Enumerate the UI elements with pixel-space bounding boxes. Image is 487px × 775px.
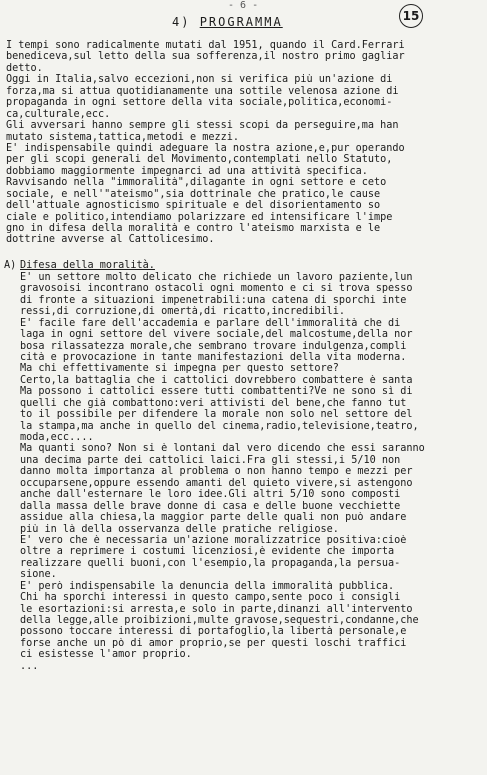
text-line: dottrine avverse al Cattolicesimo. (6, 234, 215, 246)
text-line: E' indispensabile quindi adeguare la nostra azione,e,pur operando (6, 142, 405, 154)
text-line: gravosoisi incontrano ostacoli ogni momento e ci si trova spesso (20, 283, 413, 295)
text-line: quelli che già combattono:veri attivisti del bene,che fanno tut (20, 397, 407, 409)
document-body (0, 40, 487, 672)
text-line: dalla massa delle brave donne di casa e delle buone vecchiette (20, 500, 401, 512)
text-line: occuparsene,oppure essendo amanti del quieto vivere,si astengono (20, 477, 413, 489)
text-line: laga in ogni settore del vivere sociale,del malcostume,della nor (20, 329, 413, 341)
text-line: detto. (6, 62, 43, 74)
text-line: Ma quanti sono? Non si è lontani dal vero dicendo che essi saranno (20, 443, 425, 455)
text-line: dobbiamo maggiormente impegnarci ad una attività specifica. (6, 165, 368, 177)
section-a (0, 260, 487, 672)
text-line: forza,ma si attua quotidianamente una sottile velenosa azione di (6, 85, 399, 97)
text-line: to il possibile per difendere la morale non solo nel settore del (20, 409, 413, 421)
page-number-circle: 15 (399, 4, 423, 28)
text-line: Gli avversari hanno sempre gli stessi scopi da perseguire,ma han (6, 120, 399, 132)
text-line: Ma possono i cattolici essere tutti combattenti?Ve ne sono sì di (20, 386, 413, 398)
text-line: una decima parte dei cattolici laici.Fra gli stessi,i 5/10 non (20, 454, 401, 466)
section-a-title: Difesa della moralità. (20, 259, 155, 271)
text-line: possono toccare interessi di portafoglio,la libertà personale,e (20, 626, 407, 638)
section-number: 4) (172, 15, 191, 29)
text-line: mutato sistema,tattica,metodi e mezzi. (6, 131, 240, 143)
text-line: gno in difesa della moralità e contro l'ateismo marxista e le (6, 223, 381, 234)
text-line: Chi ha sporchi interessi in questo campo,sente poco i consigli (20, 592, 401, 604)
text-line: ci esistesse l'amor proprio. (20, 649, 192, 661)
text-line: E' vero che è necessaria un'azione moralizzatrice positiva:cioè (20, 534, 407, 546)
text-line: ca,culturale,ecc. (6, 108, 111, 120)
text-line: le esortazioni:si arresta,e solo in parte,dinanzi all'intervento (20, 603, 413, 615)
text-line: più in là della osservanza delle pratiche religiose. (20, 523, 339, 535)
section-heading (172, 15, 283, 29)
section-a-heading (0, 260, 487, 272)
section-title: PROGRAMMA (199, 15, 283, 29)
text-line: la stampa,ma anche in quello del cinema,radio,televisione,teatro, (20, 420, 419, 432)
text-line: danno molta importanza al problema o non hanno tempo e mezzi per (20, 466, 413, 478)
text-line: E' un settore molto delicato che richiede un lavoro paziente,lun (20, 271, 413, 283)
section-a-text (0, 272, 487, 672)
text-line: Oggi in Italia,salvo eccezioni,non si verifica più un'azione di (6, 74, 393, 86)
text-line: sione. (20, 569, 57, 581)
text-line: E' però indispensabile la denuncia della immoralità pubblica. (20, 580, 395, 592)
text-line: assidue alla chiesa,la maggior parte delle quali non può andare (20, 512, 407, 524)
text-line: realizzare quelli buoni,con l'esempio,la propaganda,la persua- (20, 557, 401, 569)
text-line: I tempi sono radicalmente mutati dal 1951, quando il Card.Ferrari (6, 40, 405, 51)
text-line: bosa rilassatezza morale,che sembrano trovare indulgenza,compli (20, 340, 407, 352)
text-line: di fronte a situazioni impenetrabili:una catena di sporchi inte (20, 294, 407, 306)
text-line: dell'attuale agnosticismo spirituale e del disorientamento so (6, 200, 381, 212)
text-line: propaganda in ogni settore della vita sociale,politica,economi- (6, 97, 393, 109)
text-line: Ravvisando nella "immoralità",dilagante in ogni settore e ceto (6, 177, 387, 189)
text-line: E' facile fare dell'accademia e parlare dell'immoralità che di (20, 317, 401, 329)
text-line: della legge,alle proibizioni,multe gravose,sequestri,condanne,che (20, 615, 419, 626)
text-line: benediceva,sul letto della sua sofferenza,il nostro primo gagliar (6, 51, 405, 63)
text-line: ... (20, 660, 39, 672)
text-line: per gli scopi generali del Movimento,contemplati nello Statuto, (6, 154, 393, 166)
text-line: anche dall'esternare le loro idee.Gli altri 5/10 sono composti (20, 489, 401, 501)
text-line: sociale, e nell'"ateismo",sia dottrinale che pratico,le cause (6, 188, 381, 200)
text-line: forse anche un pò di amor proprio,se per questi loschi traffici (20, 637, 407, 649)
intro-paragraphs (0, 40, 487, 246)
text-line: Certo,la battaglia che i cattolici dovrebbero combattere è santa (20, 374, 413, 386)
text-line: cità e provocazione in tante manifestazioni della vita moderna. (20, 351, 407, 363)
text-line: Ma chi effettivamente si impegna per questo settore? (20, 363, 339, 375)
text-line: moda,ecc.... (20, 432, 94, 443)
text-line: ressi,di corruzione,di omertà,di ricatto,incredibili. (20, 306, 346, 318)
text-line: ciale e politico,intendiamo polarizzare ed intensificare l'impe (6, 211, 393, 223)
top-page-mark: - 6 - (228, 0, 259, 11)
text-line: oltre a reprimere i costumi licenziosi,è evidente che importa (20, 546, 395, 558)
section-a-letter: A) (4, 259, 17, 271)
